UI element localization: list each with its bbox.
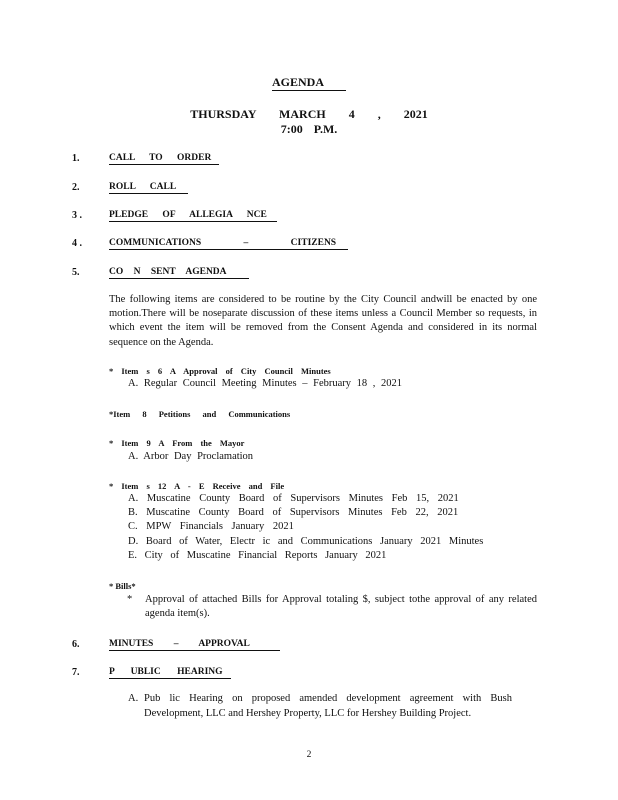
section-number: 4 .: [72, 238, 82, 249]
consent-item-header: *Item 8 Petitions and Communications: [109, 409, 291, 419]
section-heading: COMMUNICATIONS – CITIZENS: [109, 238, 348, 250]
public-hearing-text: Pub lic Hearing on proposed amended development agreement with Bush Development, LLC and Hershey Property, LLC for Hershey Building Project.: [144, 693, 512, 719]
consent-item: A. Muscatine County Board of Supervisors Minutes Feb 15, 2021: [128, 493, 459, 504]
consent-item-header: * Item s 6 A Approval of City Council Minutes: [109, 366, 331, 376]
section-heading: PLEDGE OF ALLEGIA NCE: [109, 210, 277, 222]
consent-item: D. Board of Water, Electr ic and Communications January 2021 Minutes: [128, 536, 484, 547]
public-hearing-item: [128, 692, 512, 721]
bills-approval-item: [127, 593, 537, 621]
item-letter: A.: [128, 693, 139, 704]
section-number: 6.: [72, 639, 80, 650]
page-number: 2: [306, 750, 312, 760]
section-heading: MINUTES – APPROVAL: [109, 639, 280, 651]
consent-item-header: * Item s 12 A - E Receive and File: [109, 481, 285, 491]
section-number: 7.: [72, 667, 80, 678]
bills-approval-text: Approval of attached Bills for Approval totaling $, subject tothe approval of any related agenda item(s).: [145, 594, 537, 619]
bullet: *: [127, 594, 133, 605]
section-number: 3 .: [72, 210, 82, 221]
section-heading: CO N SENT AGENDA: [109, 267, 249, 279]
section-number: 1.: [72, 153, 80, 164]
section-heading: P UBLIC HEARING: [109, 667, 231, 679]
meeting-date: THURSDAY MARCH 4 , 2021: [190, 107, 428, 121]
section-number: 5.: [72, 267, 80, 278]
consent-intro: The following items are considered to be routine by the City Council andwill be enacted by one motion.There will be noseparate discussion of these items unless a Council Member so requests, in which event the item will be removed from the Consent Agenda and considered in its normal sequence on the Agenda.: [109, 294, 537, 348]
consent-item: E. City of Muscatine Financial Reports January 2021: [128, 550, 387, 561]
consent-item-header: * Item 9 A From the Mayor: [109, 438, 245, 448]
consent-item: B. Muscatine County Board of Supervisors Minutes Feb 22, 2021: [128, 507, 459, 518]
consent-item-header: * Bills*: [109, 581, 136, 591]
section-heading: CALL TO ORDER: [109, 153, 219, 165]
consent-item: A. Regular Council Meeting Minutes – February 18 , 2021: [128, 378, 403, 389]
section-heading: ROLL CALL: [109, 182, 188, 194]
consent-item: C. MPW Financials January 2021: [128, 521, 294, 532]
consent-item: A. Arbor Day Proclamation: [128, 451, 254, 462]
section-number: 2.: [72, 182, 80, 193]
meeting-time: 7:00 P.M.: [280, 122, 338, 136]
agenda-title: AGENDA: [0, 75, 618, 91]
